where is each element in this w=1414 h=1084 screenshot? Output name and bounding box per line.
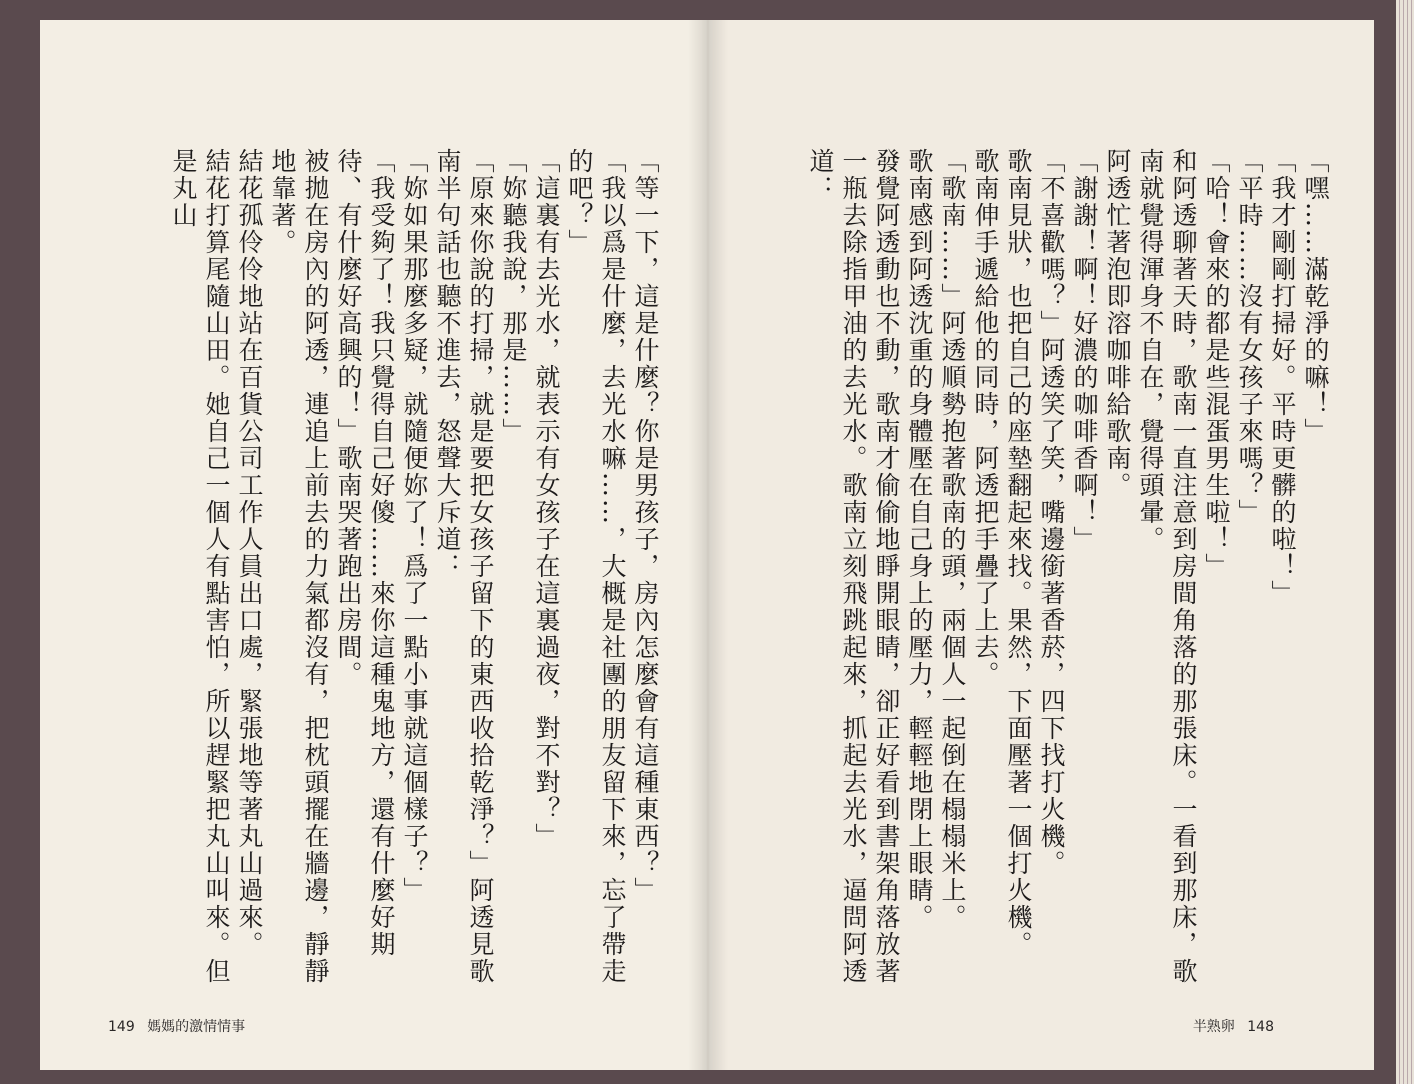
paragraph: 和阿透聊著天時，歌南一直注意到房間角落的那張床。一看到那床，歌南就覺得渾身不自在，覺得頭暈。 xyxy=(1136,148,1198,985)
paragraph: 「原來你說的打掃，就是要把女孩子留下的東西收拾乾淨？」阿透見歌南半句話也聽不進去，怒聲大斥道： xyxy=(433,148,495,985)
paragraph: 「不喜歡嗎？」阿透笑了笑，嘴邊銜著香菸，四下找打火機。 xyxy=(1037,148,1066,877)
running-title: 媽媽的激情情事 xyxy=(147,1019,246,1035)
page-number: 149 xyxy=(108,1019,135,1035)
paragraph: 「妳聽我說，那是……」 xyxy=(499,148,528,445)
paragraph: 「謝謝！啊！好濃的咖啡香啊！」 xyxy=(1070,148,1099,553)
paragraph: 「我以爲是什麼，去光水嘛……，大概是社團的朋友留下來，忘了帶走的吧？」 xyxy=(565,148,627,985)
page-number: 148 xyxy=(1247,1019,1274,1035)
paragraph: 「我才剛剛打掃好。平時更髒的啦！」 xyxy=(1268,148,1297,607)
paragraph: 結花孤伶伶地站在百貨公司工作人員出口處，緊張地等著丸山過來。 xyxy=(235,148,264,958)
right-page xyxy=(712,20,1374,1070)
paragraph: 歌南感到阿透沈重的身體壓在自己身上的壓力，輕輕地閉上眼睛。 xyxy=(905,148,934,931)
book-spread xyxy=(40,20,1374,1070)
paragraph: 「等一下，這是什麼？你是男孩子，房內怎麼會有這種東西？」 xyxy=(631,148,660,904)
paragraph: 「平時……沒有女孩子來嗎？」 xyxy=(1235,148,1264,526)
paragraph: 「嘿……滿乾淨的嘛！」 xyxy=(1301,148,1330,445)
paragraph: 「歌南……」阿透順勢抱著歌南的頭，兩個人一起倒在榻榻米上。 xyxy=(938,148,967,931)
left-page xyxy=(40,20,702,1070)
paragraph: 被拋在房內的阿透，連追上前去的力氣都沒有，把枕頭擺在牆邊，靜靜地靠著。 xyxy=(268,148,330,985)
left-page-body xyxy=(167,148,662,988)
paragraph: 歌南伸手遞給他的同時，阿透把手疊了上去。 xyxy=(971,148,1000,688)
paragraph: 「妳如果那麼多疑，就隨便妳了！爲了一點小事就這個樣子？」 xyxy=(400,148,429,904)
paragraph: 結花打算尾隨山田。她自己一個人有點害怕，所以趕緊把丸山叫來。但是丸山 xyxy=(169,148,231,985)
left-page-footer xyxy=(108,1016,245,1036)
paragraph: 阿透忙著泡即溶咖啡給歌南。 xyxy=(1103,148,1132,499)
right-page-body xyxy=(804,148,1332,988)
right-page-footer xyxy=(1193,1016,1274,1036)
paragraph: 「我受夠了！我只覺得自己好傻……來你這種鬼地方，還有什麼好期待、有什麼好高興的！」歌南哭著跑出房間。 xyxy=(334,148,396,958)
paragraph: 「哈！會來的都是些混蛋男生啦！」 xyxy=(1202,148,1231,580)
paragraph: 歌南見狀，也把自己的座墊翻起來找。果然，下面壓著一個打火機。 xyxy=(1004,148,1033,958)
paragraph: 「這裏有去光水，就表示有女孩子在這裏過夜，對不對？」 xyxy=(532,148,561,850)
running-title: 半熟卵 xyxy=(1192,1019,1235,1035)
page-edges xyxy=(1396,0,1414,1084)
paragraph: 發覺阿透動也不動，歌南才偷偷地睜開眼睛，卻正好看到書架角落放著一瓶去除指甲油的去光水。歌南立刻飛跳起來，抓起去光水，逼問阿透道： xyxy=(806,148,901,985)
